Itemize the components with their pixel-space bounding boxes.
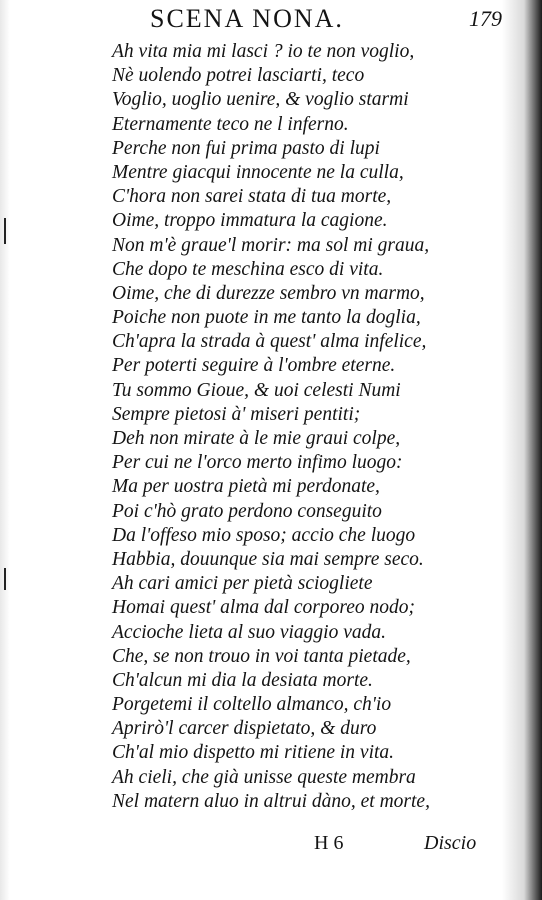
verse-line: Eternamente teco ne l inferno. bbox=[112, 113, 349, 135]
verse-line: Deh non mirate à le mie graui colpe, bbox=[112, 428, 401, 449]
page-edge-left bbox=[0, 0, 10, 900]
verse-line: Che dopo te meschina esco di vita. bbox=[112, 258, 384, 280]
verse-line: Voglio, uoglio uenire, & voglio starmi bbox=[112, 89, 409, 111]
verse-line: Che, se non trouo in voi tanta pietade, bbox=[112, 645, 411, 667]
verse-line: Tu sommo Gioue, & uoi celesti Numi bbox=[112, 379, 401, 401]
verse-line: Ch'apra la strada à quest' alma infelice, bbox=[112, 331, 427, 353]
verse-line: Ch'alcun mi dia la desiata morte. bbox=[112, 669, 373, 691]
verse-line: Sempre pietosi à' miseri pentiti; bbox=[112, 403, 361, 425]
margin-mark bbox=[4, 218, 6, 244]
verse-line: Non m'è graue'l morir: ma sol mi graua, bbox=[112, 234, 430, 256]
margin-mark bbox=[4, 568, 6, 590]
verse-line: Oime, troppo immatura la cagione. bbox=[112, 210, 388, 232]
verse-line: Ah vita mia mi lasci ? io te non voglio, bbox=[112, 41, 415, 62]
page-number: 179 bbox=[469, 6, 502, 31]
verse-line: Ah cieli, che già unisse queste membra bbox=[112, 766, 416, 788]
page-footer bbox=[0, 832, 542, 862]
verse-line: Da l'offeso mio sposo; accio che luogo bbox=[112, 524, 416, 546]
verse-line: Ch'al mio dispetto mi ritiene in vita. bbox=[112, 742, 395, 764]
verse-line: Porgetemi il coltello almanco, ch'io bbox=[112, 694, 392, 716]
verse-line: Oime, che di durezze sembro vn marmo, bbox=[112, 282, 425, 304]
verse-line: C'hora non sarei stata di tua morte, bbox=[112, 186, 392, 208]
signature-mark: H 6 bbox=[314, 832, 344, 854]
verse-line: Ah cari amici per pietà sciogliete bbox=[112, 573, 373, 595]
verse-line: Ma per uostra pietà mi perdonate, bbox=[112, 476, 380, 498]
verse-line: Habbia, douunque sia mai sempre seco. bbox=[112, 548, 424, 570]
verse-line: Nè uolendo potrei lasciarti, teco bbox=[112, 65, 365, 87]
verse-text bbox=[112, 40, 512, 814]
catchword: Discio bbox=[424, 832, 477, 854]
page-header bbox=[150, 4, 510, 38]
verse-line: Perche non fui prima pasto di lupi bbox=[112, 137, 380, 159]
verse-line: Aprirò'l carcer dispietato, & duro bbox=[112, 718, 377, 740]
running-title: SCENA NONA. bbox=[150, 4, 344, 33]
verse-line: Poi c'hò grato perdono conseguito bbox=[112, 500, 382, 522]
verse-line: Homai quest' alma dal corporeo nodo; bbox=[112, 597, 415, 619]
verse-line: Per cui ne l'orco merto infimo luogo: bbox=[112, 452, 403, 474]
verse-line: Poiche non puote in me tanto la doglia, bbox=[112, 307, 421, 329]
verse-line: Mentre giacqui innocente ne la culla, bbox=[112, 161, 404, 183]
verse-line: Accioche lieta al suo viaggio vada. bbox=[112, 621, 387, 643]
verse-line: Per poterti seguire à l'ombre eterne. bbox=[112, 355, 396, 377]
verse-line: Nel matern aluo in altrui dàno, et morte, bbox=[112, 790, 430, 812]
